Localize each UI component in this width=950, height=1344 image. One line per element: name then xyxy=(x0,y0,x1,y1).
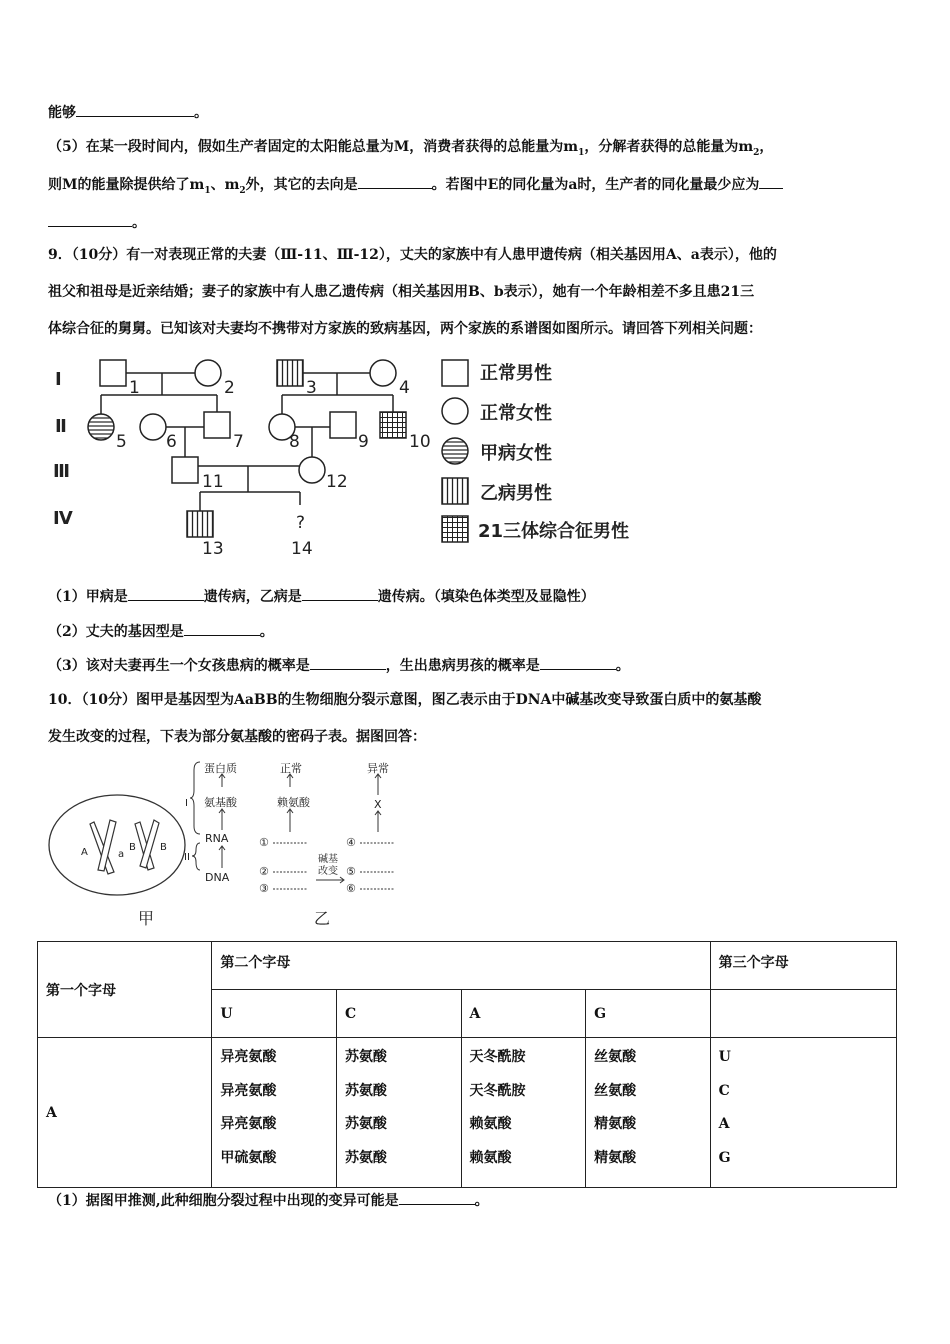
pedigree-number: 5 xyxy=(116,432,127,452)
pedigree-ii10-down-syndrome-male xyxy=(380,412,406,438)
q8-text: 能够 xyxy=(48,105,76,121)
pedigree-number: 1 xyxy=(129,378,140,398)
figure-caption-jia: 甲 xyxy=(138,909,155,928)
col-c-amino-acids: 苏氨酸 苏氨酸 苏氨酸 苏氨酸 xyxy=(336,1038,461,1188)
q8-sub5-line-3: 。 xyxy=(48,212,146,233)
col-a-amino-acids: 天冬酰胺 天冬酰胺 赖氨酸 赖氨酸 xyxy=(461,1038,586,1188)
first-letter-a: A xyxy=(38,1038,212,1188)
pedigree-number: 8 xyxy=(289,432,300,452)
answer-blank[interactable] xyxy=(48,212,132,227)
strand-number: ⑤ xyxy=(346,865,356,878)
pedigree-ii9-normal-male xyxy=(330,412,356,438)
col-u-amino-acids: 异亮氨酸 异亮氨酸 异亮氨酸 甲硫氨酸 xyxy=(212,1038,337,1188)
process-label: 氨基酸 xyxy=(204,796,237,809)
answer-blank[interactable] xyxy=(302,586,378,601)
generation-label: Ⅲ xyxy=(53,461,71,482)
strand-number: ② xyxy=(259,865,269,878)
legend-label: 乙病男性 xyxy=(480,483,552,504)
empty-cell xyxy=(710,990,896,1038)
allele-label: B xyxy=(129,842,136,853)
allele-label: B xyxy=(160,842,167,853)
normal-title: 正常 xyxy=(280,762,302,775)
pedigree-iii11-normal-male xyxy=(172,457,198,483)
allele-label: a xyxy=(118,849,125,860)
abnormal-title: 异常 xyxy=(367,762,389,775)
pedigree-number: 7 xyxy=(233,432,244,452)
pedigree-number: 4 xyxy=(399,378,410,398)
answer-blank[interactable] xyxy=(310,655,386,670)
generation-label: Ⅱ xyxy=(55,416,67,437)
figure-caption-yi: 乙 xyxy=(314,909,331,928)
answer-blank[interactable] xyxy=(399,1190,475,1205)
answer-blank[interactable] xyxy=(184,621,260,636)
answer-blank[interactable] xyxy=(540,655,616,670)
normal-amino-acid: 赖氨酸 xyxy=(277,796,310,809)
generation-label: Ⅰ xyxy=(55,369,62,390)
strand-number: ④ xyxy=(346,836,356,849)
pedigree-figure xyxy=(40,350,660,565)
q8-sub5-line-1: （5）在某一段时间内，假如生产者固定的太阳能总量为M，消费者获得的总能量为$m_1$，分解者获得的总能量为$m_2$， xyxy=(48,139,774,158)
pedigree-iii12-normal-female xyxy=(299,457,325,483)
pedigree-number: 2 xyxy=(224,378,235,398)
q8-sub5-line-2: 则M的能量除提供给了$m_1$、$m_2$外，其它的去向是 。若图中E的同化量为a时，生产者的同化量最少应为 xyxy=(48,174,783,201)
legend-label: 21三体综合征男性 xyxy=(478,521,630,542)
legend-yi-male-icon xyxy=(442,478,468,504)
second-letter-c: C xyxy=(336,990,461,1038)
pedigree-i2-normal-female xyxy=(195,360,221,386)
change-label: 碱基 xyxy=(318,854,338,865)
q10-stem-line-2: 发生改变的过程，下表为部分氨基酸的密码子表。据图回答： xyxy=(48,729,426,745)
bracket-label: II xyxy=(184,852,190,863)
answer-blank[interactable] xyxy=(358,174,432,189)
pedigree-unknown-mark: ? xyxy=(296,513,306,533)
pedigree-ii6-normal-female xyxy=(140,414,166,440)
abnormal-amino-acid: X xyxy=(374,798,382,811)
codon-table xyxy=(37,941,897,1188)
change-label: 改变 xyxy=(318,866,338,877)
bracket-label: I xyxy=(185,798,188,809)
pedigree-i4-normal-female xyxy=(370,360,396,386)
pedigree-number: 6 xyxy=(166,432,177,452)
pedigree-number: 13 xyxy=(202,539,224,559)
third-letters: U C A G xyxy=(710,1038,896,1188)
answer-blank[interactable] xyxy=(759,174,783,189)
col-g-amino-acids: 丝氨酸 丝氨酸 精氨酸 精氨酸 xyxy=(586,1038,711,1188)
strand-number: ① xyxy=(259,836,269,849)
legend-label: 正常女性 xyxy=(480,403,552,424)
q10-figures xyxy=(48,755,408,935)
q9-stem-line-3: 体综合征的舅舅。已知该对夫妻均不携带对方家族的致病基因，两个家族的系谱图如图所示。请回答下列相关问题： xyxy=(48,321,762,337)
process-label: RNA xyxy=(205,832,229,845)
pedigree-number: 9 xyxy=(358,432,369,452)
legend-label: 甲病女性 xyxy=(480,443,552,464)
header-second-letter: 第二个字母 xyxy=(212,942,710,990)
legend-normal-female-icon xyxy=(442,398,468,424)
strand-number: ⑥ xyxy=(346,882,356,895)
process-label: 蛋白质 xyxy=(204,762,237,775)
pedigree-iv13-affected-male-yi xyxy=(187,511,213,537)
q10-sub1: （1）据图甲推测,此种细胞分裂过程中出现的变异可能是 。 xyxy=(48,1190,489,1211)
pedigree-number: 3 xyxy=(306,378,317,398)
second-letter-u: U xyxy=(212,990,337,1038)
legend-down-male-icon xyxy=(442,516,468,542)
header-third-letter: 第三个字母 xyxy=(710,942,896,990)
legend-jia-female-icon xyxy=(442,438,468,464)
header-first-letter: 第一个字母 xyxy=(38,942,212,1038)
pedigree-ii7-normal-male xyxy=(204,412,230,438)
legend-normal-male-icon xyxy=(442,360,468,386)
q8-line-1: 能够 。 xyxy=(48,102,208,123)
q9-sub3: （3）该对夫妻再生一个女孩患病的概率是 ，生出患病男孩的概率是 。 xyxy=(48,655,630,676)
second-letter-g: G xyxy=(586,990,711,1038)
q9-stem-line-2: 祖父和祖母是近亲结婚；妻子的家族中有人患乙遗传病（相关基因用B、b表示），她有一个年龄相差不多且患21三 xyxy=(48,284,755,300)
pedigree-number: 10 xyxy=(409,432,431,452)
pedigree-number: 11 xyxy=(202,472,224,492)
q9-sub2: （2）丈夫的基因型是 。 xyxy=(48,621,274,642)
pedigree-number: 12 xyxy=(326,472,348,492)
pedigree-ii5-affected-female-jia xyxy=(88,414,114,440)
allele-label: A xyxy=(81,847,88,858)
generation-label: Ⅳ xyxy=(53,508,73,529)
second-letter-a: A xyxy=(461,990,586,1038)
pedigree-i1-normal-male xyxy=(100,360,126,386)
pedigree-number: 14 xyxy=(291,539,313,559)
q10-stem-line-1: 10．（10分）图甲是基因型为AaBB的生物细胞分裂示意图，图乙表示由于DNA中碱基改变导致蛋白质中的氨基酸 xyxy=(48,692,762,708)
answer-blank[interactable] xyxy=(76,102,194,117)
process-label: DNA xyxy=(205,871,230,884)
q9-sub1: （1）甲病是 遗传病，乙病是 遗传病。（填染色体类型及显隐性） xyxy=(48,586,595,607)
legend-label: 正常男性 xyxy=(480,363,552,384)
answer-blank[interactable] xyxy=(128,586,204,601)
q9-stem-line-1: 9．（10分）有一对表现正常的夫妻（Ⅲ-11、Ⅲ-12），丈夫的家族中有人患甲遗传病（相关基因用A、a表示），他的 xyxy=(48,247,777,263)
strand-number: ③ xyxy=(259,882,269,895)
pedigree-i3-affected-male-yi xyxy=(277,360,303,386)
